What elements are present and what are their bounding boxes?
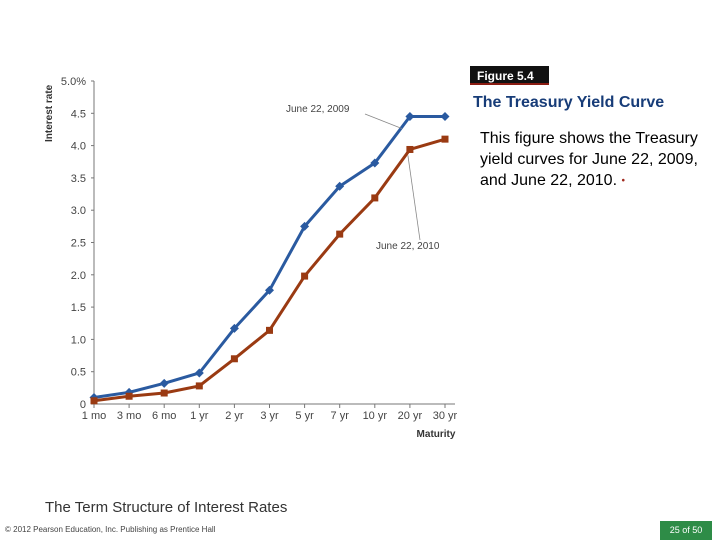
y-tick-label: 4.0 bbox=[70, 140, 86, 153]
data-point-square bbox=[161, 390, 168, 397]
figure-number-tag: Figure 5.4 bbox=[470, 66, 549, 85]
data-point-square bbox=[91, 397, 98, 404]
series-label-2009: June 22, 2009 bbox=[286, 104, 350, 115]
y-tick-label: 1.0 bbox=[70, 334, 86, 347]
data-point-square bbox=[126, 393, 133, 400]
x-axis-title: Maturity bbox=[416, 429, 456, 440]
x-tick-label: 2 yr bbox=[225, 410, 244, 422]
x-tick-label: 10 yr bbox=[362, 410, 388, 422]
figure-title: The Treasury Yield Curve bbox=[473, 94, 665, 111]
page-number: 25 bbox=[669, 525, 680, 535]
y-tick-label: 2.0 bbox=[70, 269, 86, 282]
data-point-square bbox=[371, 194, 378, 201]
data-point-diamond bbox=[441, 112, 450, 121]
data-point-square bbox=[406, 146, 413, 153]
callout-leader-2009 bbox=[365, 114, 402, 129]
x-tick-label: 7 yr bbox=[330, 410, 349, 422]
page-total: of 50 bbox=[682, 525, 703, 535]
data-point-square bbox=[196, 382, 203, 389]
data-point-square bbox=[336, 231, 343, 238]
data-point-square bbox=[231, 355, 238, 362]
bullet-dot-icon: • bbox=[621, 175, 625, 187]
figure-description bbox=[480, 128, 700, 191]
y-tick-label: 0.5 bbox=[70, 366, 86, 379]
data-point-diamond bbox=[160, 379, 169, 388]
y-tick-label: 0 bbox=[79, 399, 86, 411]
y-tick-label: 4.5 bbox=[70, 108, 86, 121]
x-tick-label: 5 yr bbox=[295, 410, 314, 422]
callout-leader-2010 bbox=[408, 155, 420, 240]
page-number-badge bbox=[660, 521, 712, 540]
y-tick-label: 3.5 bbox=[70, 172, 86, 185]
series-line-0 bbox=[94, 117, 445, 398]
figure-description-text: This figure shows the Treasury yield curves for June 22, 2009, and June 22, 2010. bbox=[480, 130, 698, 189]
x-tick-label: 3 yr bbox=[260, 410, 279, 422]
data-point-square bbox=[301, 273, 308, 280]
x-tick-label: 1 mo bbox=[81, 410, 107, 422]
y-tick-label: 3.0 bbox=[70, 205, 86, 218]
x-tick-label: 6 mo bbox=[151, 410, 177, 422]
x-tick-label: 3 mo bbox=[116, 410, 142, 422]
x-tick-label: 30 yr bbox=[432, 410, 458, 422]
y-tick-label: 2.5 bbox=[70, 237, 86, 250]
x-tick-label: 20 yr bbox=[397, 410, 423, 422]
data-point-square bbox=[266, 327, 273, 334]
section-title: The Term Structure of Interest Rates bbox=[45, 499, 288, 516]
y-tick-label: 5.0% bbox=[60, 76, 86, 88]
y-axis-title: Interest rate bbox=[44, 84, 55, 142]
x-tick-label: 1 yr bbox=[190, 410, 209, 422]
data-point-square bbox=[442, 136, 449, 143]
copyright-text: © 2012 Pearson Education, Inc. Publishing as Prentice Hall bbox=[5, 525, 216, 534]
y-tick-label: 1.5 bbox=[70, 302, 86, 315]
series-label-2010: June 22, 2010 bbox=[376, 241, 440, 252]
series-line-1 bbox=[94, 139, 445, 401]
